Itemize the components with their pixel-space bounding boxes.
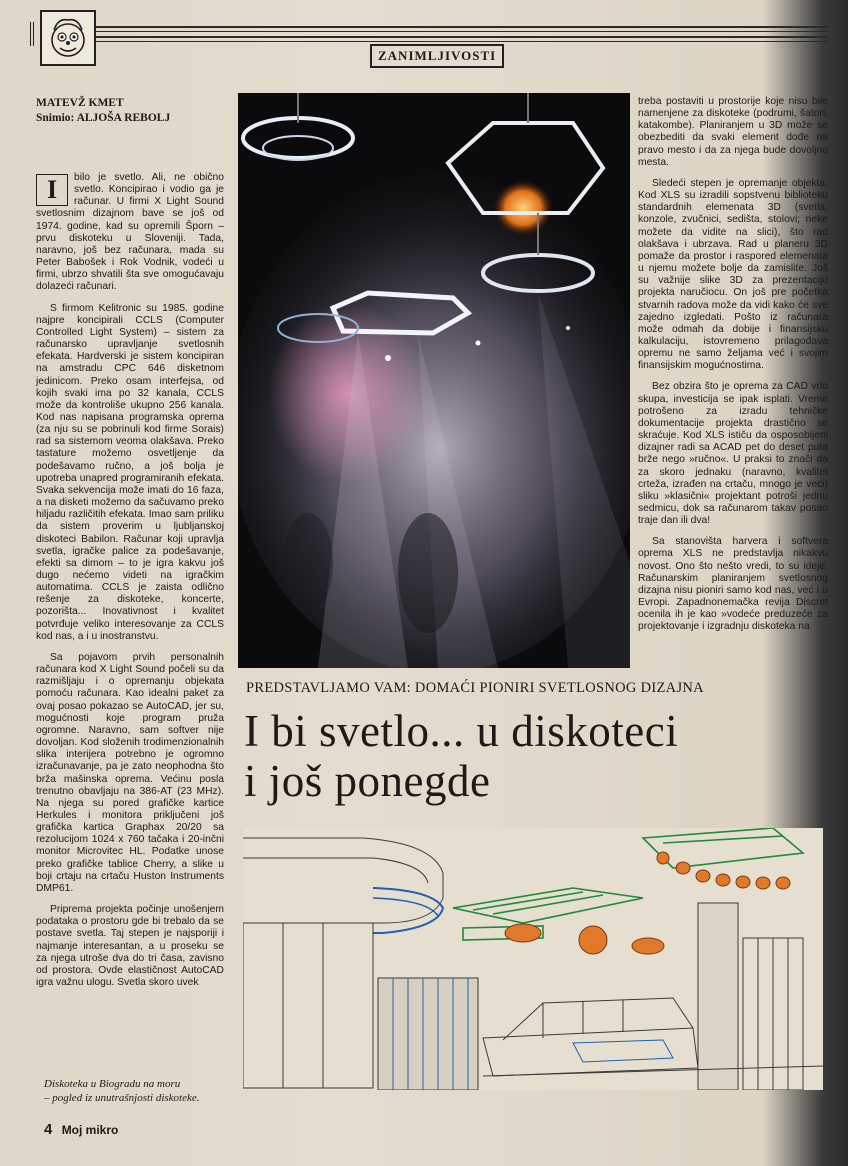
headline-line-1: I bi svetlo... u diskoteci (244, 706, 679, 756)
author-name: MATEVŽ KMET (36, 97, 124, 109)
paragraph: S firmom Kelitronic su 1985. godine najpre koncipirali CCLS (Computer Controlled Light System) – sistem za računarsko upravljanje svetlosnih efekata. Hardverski je sistem koncipiran na amstradu CPC 646 disketnom jedinicom. Preko osam interfejsa, od kojih svaki ima po 32 kanala, CCLS može da kontroliše ukupno 256 kanala. Kod nas napisana programska oprema (za nju su se pobrinuli kod firme Sorais) rad sa sistemom veoma olakšava. Preko tastature možemo osvetljenje da podešavamo ručno, a još bolja je upotreba unapred programiranih efekata. Svaka sekvencija može imati do 16 faza, a na disketi možemo da sačuvamo preko hiljadu različitih efekata. Imao sam priliku da sistem proverim u ljubljanskoj diskoteci Babilon. Računar koji upravlja svetla, igračke palice za podešavanje, efekti sa dimom – to je igra kakvu još dugo nećemo videti na igračkim automatima. CCLS je zaista odlično rešenje za diskoteke, koncerte, pozorišta... Inovativnost i kvalitet potvrđuje veliko interesovanje za CCLS kod nas, a i u inostranstvu. (36, 302, 224, 642)
header-rule-4 (96, 41, 828, 42)
section-label: ZANIMLJIVOSTI (370, 44, 504, 68)
page-number: 4 (44, 1121, 53, 1138)
paragraph: Sa pojavom prvih personalnih računara kod X Light Sound počeli su da razmišljaju i o opremanju objekata pomoću računara. Kao idealni paket za ovaj posao pokazao se AutoCAD, jer su, mogućnosti koje program pruža ogromne. Naravno, sam softver nije dovoljan. Kod složenih trodimenzionalnih slika interijera potrebno je ogromno izračunavanje, pa je zato neophodna što brža mašinska oprema. Većinu posla trenutno obavljaju na 386-AT (23 MHz). Na njega su pored grafičke kartice Herkules i monitora priključeni još grafička kartica Graphax 20/20 sa rezolucijom 1024 x 760 tačaka i 20-inčni monitor Microvitec HL. Podatke unose preko grafičke tablice Cherry, a slike u boji crtaju na crtaču Huston Instruments DMP61. (36, 651, 224, 894)
paragraph: Priprema projekta počinje unošenjem podataka o prostoru gde bi trebalo da se postave svetla. Taj stepen je najsporiji i najmanje interesantan, a u proseku se za njega utroše dva do tri časa, zavisno od prostora. Ovde elastičnost AutoCAD igra važnu ulogu. Svetla skoro uvek (36, 904, 224, 988)
kicker: PREDSTAVLJAMO VAM: DOMAĆI PIONIRI SVETLOSNOG DIZAJNA (246, 680, 704, 696)
cad-drawing (243, 828, 823, 1090)
paragraph: I bilo je svetlo. Ali, ne obično svetlo. Koncipirao i vodio ga je računar. U firmi X Light Sound svetlosnim dizajnom bave se još od 1974. godine, kad su opremili Šporn – prvu diskoteku u Sloveniji. Tada, naravno, još bez računara, mada su Peter Babošek i Rok Vodnik, vodeći u firmi, ubrzo shvatili šta sve omogućavaju dolazeći računari. (36, 172, 224, 293)
header-rule-1 (96, 26, 828, 28)
header-hatch (30, 22, 36, 46)
paragraph: Sa stanovišta harvera i softvera oprema XLS ne predstavlja nikakvu novost. Ono što nešto vredi, to su ideje. Računarskim planiranjem svetlosnog dizajna nisu pioniri samo kod nas, već i u Evropi. Zapadnonemačka revija Discret ocenila ih je kao »vodeće preduzeće za projektovanje i izgradnju diskoteka na (638, 536, 828, 633)
header-rule-2 (96, 31, 828, 32)
caption-line-2: – pogled iz unutrašnjosti diskoteke. (44, 1092, 200, 1104)
dropcap: I (36, 174, 68, 206)
header-rule-3 (96, 36, 828, 38)
page-footer (44, 1121, 118, 1138)
article-column-3 (638, 96, 828, 643)
disco-photo (238, 93, 630, 668)
headline-line-2: i još ponegde (244, 756, 491, 806)
cartoon-face-icon (42, 12, 94, 64)
caption-line-1: Diskoteka u Biogradu na moru (44, 1078, 181, 1090)
article-column-1 (36, 172, 224, 998)
photo-credit: Snimio: ALJOŠA REBOLJ (36, 112, 171, 124)
paragraph: Bez obzira što je oprema za CAD vrlo skupa, investicija se ipak isplati. Vreme potrošeno za izradu tehničke dokumentacije projekta drastično se skraćuje. Kod XLS ističu da osposobljeni dizajner radi sa ACAD pet do deset puta brže nego »ručno«. U praksi to znači da za skoro jednaku (naravno, kvalitet crteža, izrađen na crtaču, mnogo je veći) sliku »klasični« projektant potroši jednu sedmicu, dok sa računarom takav posao traje dan ili dva! (638, 381, 828, 527)
magazine-name: Moj mikro (61, 1123, 119, 1137)
paragraph: Sledeći stepen je opremanje objekta. Kod XLS su izradili sopstvenu biblioteku standardnih elemenata 3D (svetla, konzole, zvučnici, sedišta, stolovi; neke možete da vidite na slici), što rad olakšava i ubrzava. Rad u planeru 3D pomaže da prostor i raspored elemenata u njemu možete bolje da zamislite. Još su važnije slike 3D za prezentaciju projekta naručiocu. On još pre početka stvarnih radova može da vidi kako će sve zajedno izgledati. Pošto iz računara može odmah da dobije i finansijsku kalkulaciju, istovremeno prilagođava opremu ne samo željama već i svojim finansijskim mogućnostima. (638, 177, 828, 372)
byline (36, 96, 170, 126)
headline (244, 706, 678, 806)
photo-caption (44, 1077, 200, 1105)
logo (40, 10, 96, 66)
paragraph: treba postaviti u prostorije koje nisu bile namenjene za diskoteke (podrumi, šatori, katakombe). Planiranjem u 3D može se obezbediti da svaki element dođe na pravo mesto i da za njega bude dovoljno mesta. (638, 96, 828, 168)
